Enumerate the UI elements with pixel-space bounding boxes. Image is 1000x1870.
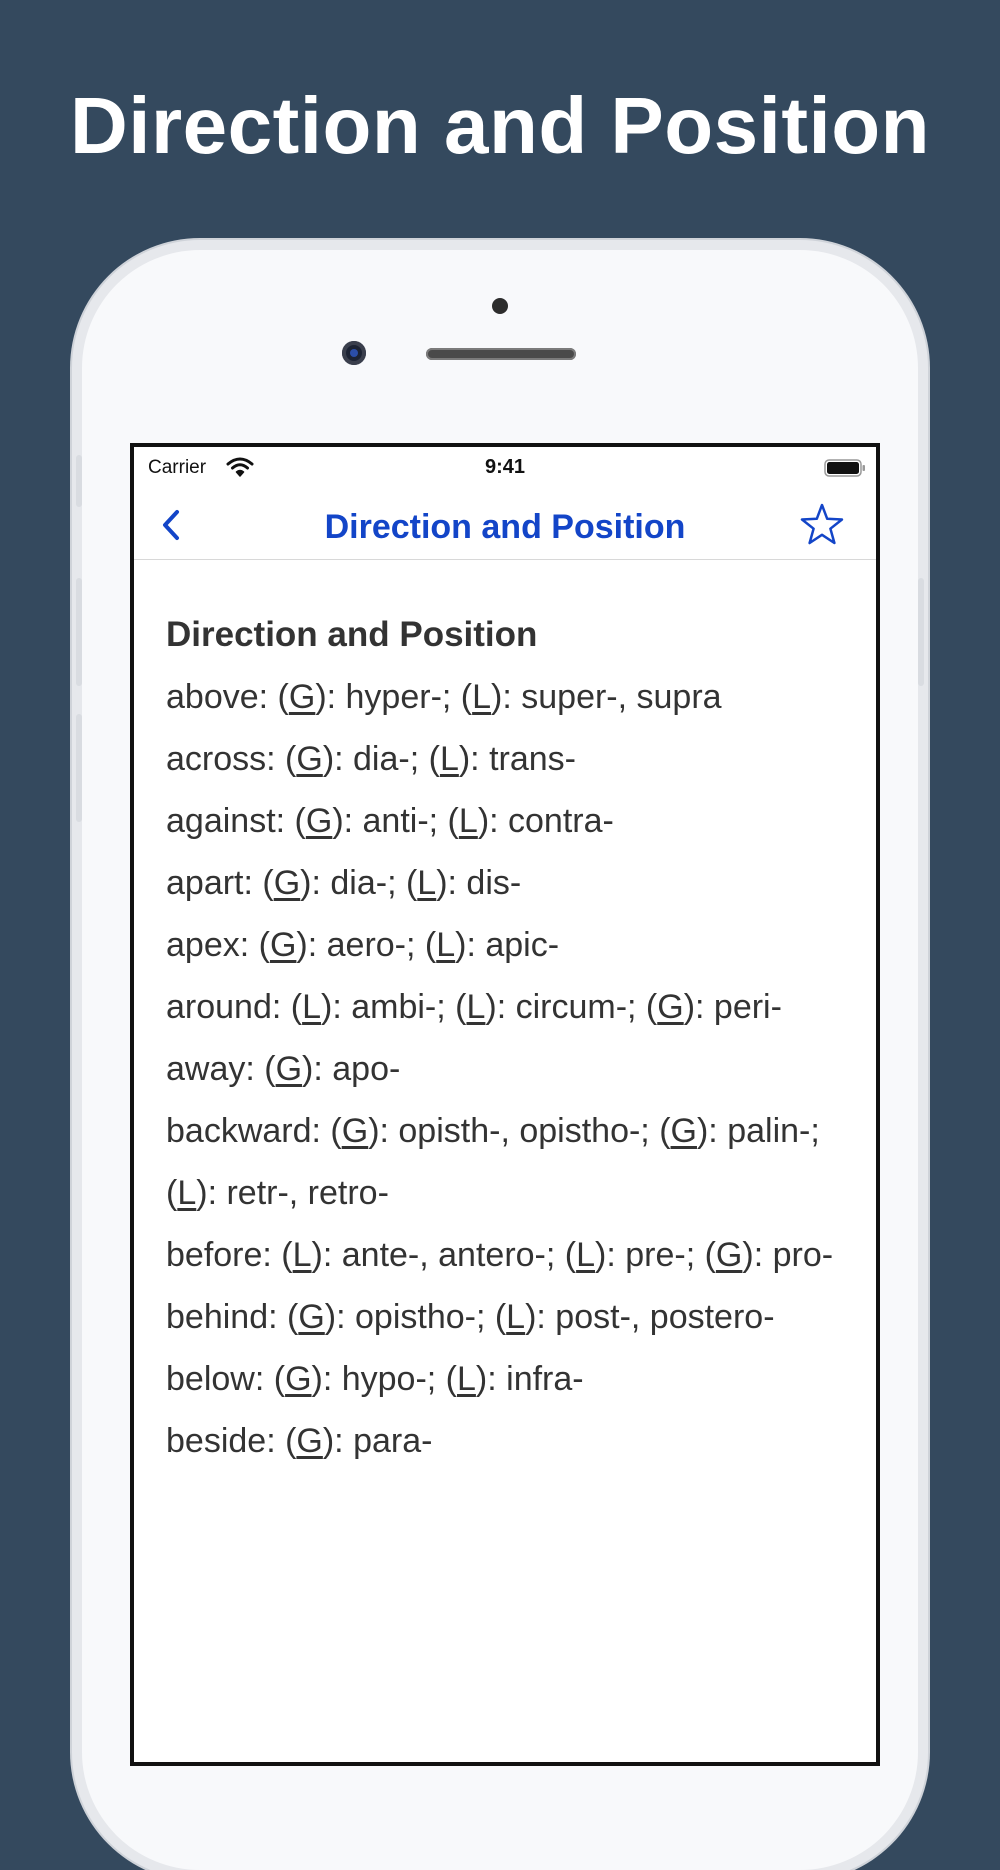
entry-item bbox=[166, 976, 856, 1038]
entry-text: behind: ( bbox=[166, 1298, 299, 1336]
entry-text: below: ( bbox=[166, 1360, 286, 1398]
phone-screen bbox=[130, 443, 880, 1766]
entry-text: around: ( bbox=[166, 988, 303, 1026]
entry-text: ): ante-, antero-; ( bbox=[311, 1236, 577, 1274]
entry-item bbox=[166, 1038, 856, 1100]
language-code-link[interactable]: L bbox=[436, 926, 456, 964]
language-code-link[interactable]: L bbox=[506, 1298, 526, 1336]
phone-mute-switch bbox=[76, 455, 82, 507]
entry-item bbox=[166, 666, 856, 728]
entry-item bbox=[166, 1224, 856, 1286]
entry-text: ): hyper-; ( bbox=[315, 678, 473, 716]
language-code-link[interactable]: L bbox=[417, 864, 437, 902]
entry-text: against: ( bbox=[166, 802, 306, 840]
entry-text: apex: ( bbox=[166, 926, 270, 964]
language-code-link[interactable]: G bbox=[288, 678, 316, 716]
language-code-link[interactable]: G bbox=[296, 1422, 323, 1460]
entry-text: beside: ( bbox=[166, 1422, 297, 1460]
language-code-link[interactable]: L bbox=[292, 1236, 312, 1274]
entry-item bbox=[166, 852, 856, 914]
phone-power-button bbox=[918, 578, 924, 686]
entry-list bbox=[166, 666, 856, 1472]
language-code-link[interactable]: L bbox=[439, 740, 459, 778]
language-code-link[interactable]: G bbox=[305, 802, 333, 840]
entry-text: ): dia-; ( bbox=[300, 864, 418, 902]
entry-item bbox=[166, 1286, 856, 1348]
entry-text: ): retr-, retro- bbox=[196, 1174, 389, 1212]
entry-text: ): contra- bbox=[477, 802, 614, 840]
entry-text: ): ambi-; ( bbox=[321, 988, 467, 1026]
language-code-link[interactable]: G bbox=[275, 1050, 303, 1088]
entry-text: ): anti-; ( bbox=[332, 802, 459, 840]
navigation-bar bbox=[134, 491, 876, 560]
entry-item bbox=[166, 1348, 856, 1410]
nav-title: Direction and Position bbox=[324, 508, 686, 546]
entry-text: ): infra- bbox=[475, 1360, 584, 1398]
entry-text: ): hypo-; ( bbox=[311, 1360, 457, 1398]
entry-item bbox=[166, 728, 856, 790]
language-code-link[interactable]: L bbox=[466, 988, 486, 1026]
battery-icon bbox=[824, 459, 866, 477]
entry-text: ): post-, postero- bbox=[525, 1298, 775, 1336]
favorite-star-button[interactable] bbox=[798, 501, 846, 549]
hero-title: Direction and Position bbox=[70, 81, 930, 170]
carrier-label: Carrier bbox=[148, 457, 207, 478]
language-code-link[interactable]: G bbox=[285, 1360, 312, 1398]
entry-text: ): para- bbox=[322, 1422, 433, 1460]
phone-volume-down-button bbox=[76, 714, 82, 822]
entry-text: ): opistho-; ( bbox=[324, 1298, 507, 1336]
language-code-link[interactable]: G bbox=[273, 864, 301, 902]
earpiece-speaker bbox=[426, 348, 576, 360]
language-code-link[interactable]: G bbox=[715, 1236, 743, 1274]
entry-text: ): super-, supra bbox=[491, 678, 722, 716]
language-code-link[interactable]: G bbox=[298, 1298, 325, 1336]
entry-item bbox=[166, 1410, 856, 1472]
content-heading: Direction and Position bbox=[166, 615, 538, 654]
status-time: 9:41 bbox=[484, 456, 526, 478]
language-code-link[interactable]: G bbox=[670, 1112, 697, 1150]
language-code-link[interactable]: L bbox=[457, 1360, 476, 1398]
language-code-link[interactable]: L bbox=[472, 678, 492, 716]
entry-item bbox=[166, 1100, 856, 1224]
entry-item bbox=[166, 914, 856, 976]
entry-text: before: ( bbox=[166, 1236, 293, 1274]
article-content bbox=[166, 607, 856, 1472]
entry-text: ): opisth-, opistho-; ( bbox=[368, 1112, 671, 1150]
entry-text: ): dia-; ( bbox=[322, 740, 440, 778]
entry-text: ): pre-; ( bbox=[595, 1236, 716, 1274]
language-code-link[interactable]: G bbox=[657, 988, 684, 1026]
entry-text: ): pro- bbox=[742, 1236, 834, 1274]
entry-text: ): palin-; ( bbox=[166, 1112, 820, 1212]
entry-text: ): dis- bbox=[436, 864, 522, 902]
entry-text: ): peri- bbox=[683, 988, 782, 1026]
proximity-sensor bbox=[492, 298, 508, 314]
language-code-link[interactable]: L bbox=[576, 1236, 596, 1274]
language-code-link[interactable]: G bbox=[341, 1112, 369, 1150]
entry-text: apart: ( bbox=[166, 864, 274, 902]
front-camera bbox=[342, 341, 366, 365]
entry-text: away: ( bbox=[166, 1050, 276, 1088]
language-code-link[interactable]: L bbox=[458, 802, 478, 840]
entry-text: ): apo- bbox=[302, 1050, 401, 1088]
entry-text: ): apic- bbox=[455, 926, 560, 964]
entry-text: ): circum-; ( bbox=[485, 988, 658, 1026]
language-code-link[interactable]: G bbox=[269, 926, 297, 964]
entry-text: ): trans- bbox=[458, 740, 576, 778]
entry-text: across: ( bbox=[166, 740, 297, 778]
language-code-link[interactable]: L bbox=[302, 988, 322, 1026]
language-code-link[interactable]: G bbox=[296, 740, 323, 778]
phone-volume-up-button bbox=[76, 578, 82, 686]
entry-text: ): aero-; ( bbox=[296, 926, 437, 964]
status-bar bbox=[134, 447, 876, 491]
language-code-link[interactable]: L bbox=[177, 1174, 197, 1212]
entry-item bbox=[166, 790, 856, 852]
entry-text: above: ( bbox=[166, 678, 289, 716]
entry-text: backward: ( bbox=[166, 1112, 342, 1150]
